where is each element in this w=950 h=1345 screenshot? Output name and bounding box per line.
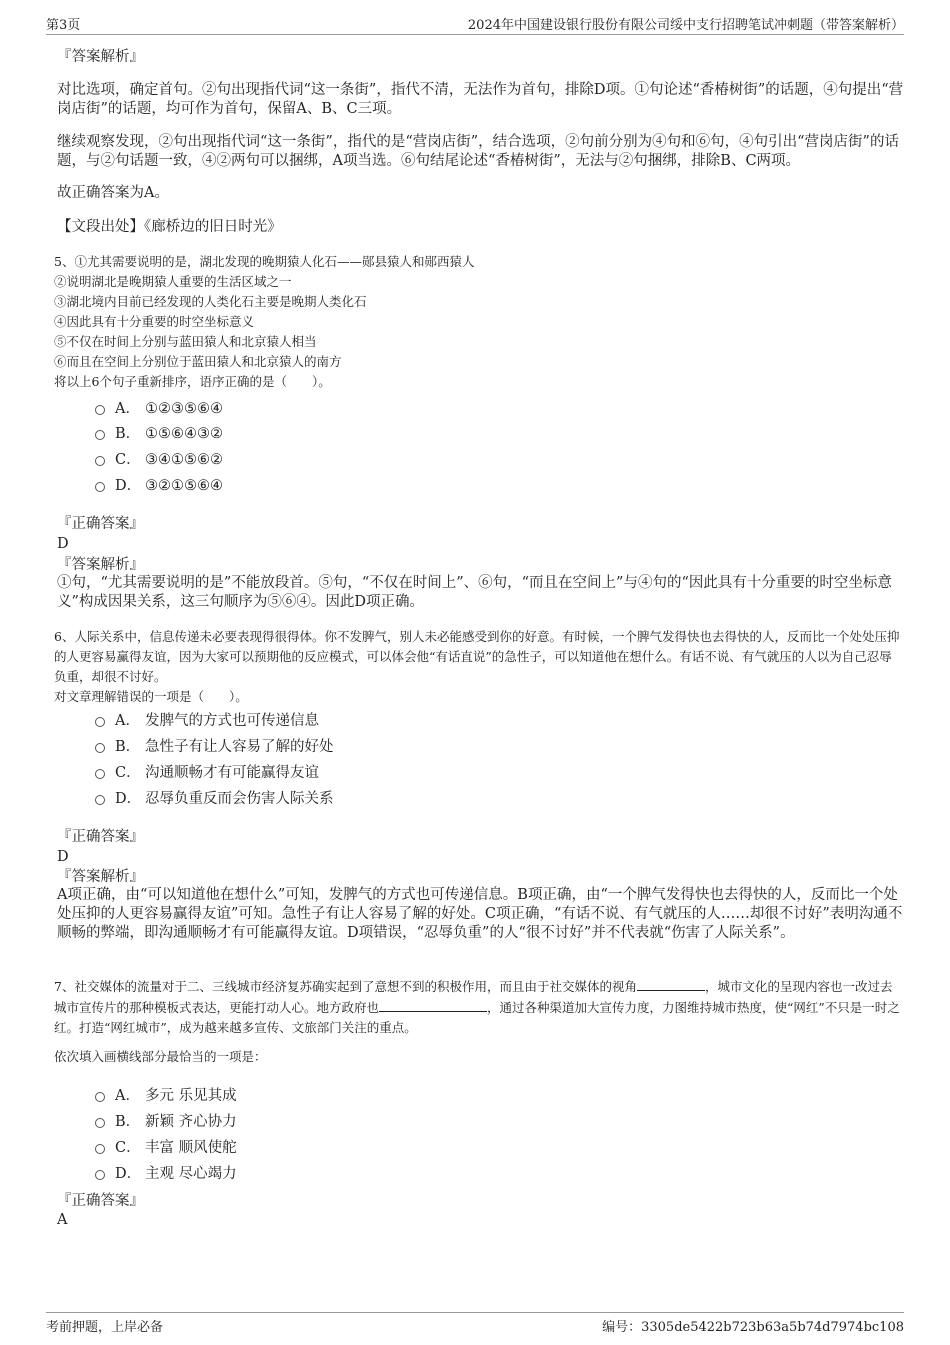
radio-icon[interactable]	[95, 795, 105, 805]
radio-icon[interactable]	[95, 405, 105, 415]
q6-option-b[interactable]: B． 急性子有让人容易了解的好处	[95, 735, 334, 757]
q6-option-c[interactable]: C． 沟通顺畅才有可能赢得友谊	[95, 761, 319, 783]
blank-2[interactable]	[379, 997, 487, 1012]
q6-question: 对文章理解错误的一项是（ ）。	[54, 689, 248, 704]
q5-line-6: ⑥而且在空间上分别位于蓝田猿人和北京猿人的南方	[54, 354, 342, 369]
q6-analysis-label: 『答案解析』	[57, 869, 144, 885]
radio-icon[interactable]	[95, 1092, 105, 1102]
q4-source: 【文段出处】《廊桥边的旧日时光》	[57, 219, 282, 235]
radio-icon[interactable]	[95, 430, 105, 440]
q4-analysis-para1: 对比选项，确定首句。②句出现指代词“这一条街”，指代不清，无法作为首句，排除D项。①句论述“香椿树街”的话题，④句提出“营岗店街”的话题，均可作为首句，保留A、B、C三项。	[57, 82, 904, 117]
q7-answer-label: 『正确答案』	[57, 1193, 144, 1209]
page-number: 第3页	[46, 18, 81, 33]
q7-option-a[interactable]: A． 多元 乐见其成	[95, 1084, 237, 1106]
q6-option-a[interactable]: A． 发脾气的方式也可传递信息	[95, 709, 319, 731]
radio-icon[interactable]	[95, 1170, 105, 1180]
q5-answer-label: 『正确答案』	[57, 516, 144, 532]
radio-icon[interactable]	[95, 482, 105, 492]
q7-answer: A	[57, 1212, 68, 1228]
q5-option-b[interactable]: B． ①⑤⑥④③②	[95, 422, 223, 444]
q7-option-d[interactable]: D． 主观 尽心竭力	[95, 1162, 237, 1184]
radio-icon[interactable]	[95, 769, 105, 779]
q6-option-d[interactable]: D． 忍辱负重反而会伤害人际关系	[95, 787, 334, 809]
radio-icon[interactable]	[95, 1118, 105, 1128]
q4-analysis-para2: 继续观察发现，②句出现指代词“这一条街”，指代的是“营岗店街”，结合选项，②句前分别为④句和⑥句，④句引出“营岗店街”的话题，与②句话题一致，④②两句可以捆绑，A项当选。⑥句结尾论述“香椿树街”，无法与②句捆绑，排除B、C两项。	[57, 134, 899, 169]
radio-icon[interactable]	[95, 717, 105, 727]
q5-line-5: ⑤不仅在时间上分别与蓝田猿人和北京猿人相当	[54, 334, 317, 349]
q7-option-b[interactable]: B． 新颖 齐心协力	[95, 1110, 237, 1132]
q5-line-3: ③湖北境内目前已经发现的人类化石主要是晚期人类化石	[54, 294, 367, 309]
q5-line-1: 5、①尤其需要说明的是，湖北发现的晚期猿人化石——郧县猿人和郧西猿人	[54, 254, 475, 269]
blank-1[interactable]	[637, 976, 705, 991]
q5-option-a[interactable]: A． ①②③⑤⑥④	[95, 397, 223, 419]
q6-stem: 6、人际关系中，信息传递未必要表现得很得体。你不发脾气，别人未必能感受到你的好意。有时候，一个脾气发得快也去得快的人，反而比一个处处压抑的人更容易赢得友谊，因为大家可以预期他的反应模式，可以体会他“有话直说”的急性子，可以知道他在想什么。有话不说、有气就压的人以为自己忍辱负重，却很不讨好。	[54, 629, 900, 684]
radio-icon[interactable]	[95, 456, 105, 466]
document-id: 编号：3305de5422b723b63a5b74d7974bc108	[602, 1320, 904, 1335]
page-footer	[46, 1312, 904, 1336]
radio-icon[interactable]	[95, 743, 105, 753]
q6-analysis: A项正确，由“可以知道他在想什么”可知，发脾气的方式也可传递信息。B项正确，由“一个脾气发得快也去得快的人，反而比一个处处压抑的人更容易赢得友谊”可知。急性子有让人容易了解的好处。C项正确，“有话不说、有气就压的人……却很不讨好”表明沟通不顺畅的弊端，即沟通顺畅才有可能赢得友谊。D项错误，“忍辱负重”的人“很不讨好”并不代表就“伤害了人际关系”。	[57, 887, 903, 941]
radio-icon[interactable]	[95, 1144, 105, 1154]
q5-option-c[interactable]: C． ③④①⑤⑥②	[95, 448, 223, 470]
q7-question: 依次填入画横线部分最恰当的一项是：	[54, 1049, 267, 1064]
q4-analysis-para3: 故正确答案为A。	[57, 185, 169, 201]
q5-line-4: ④因此具有十分重要的时空坐标意义	[54, 314, 255, 329]
q4-analysis-label: 『答案解析』	[57, 49, 144, 65]
q5-analysis-label: 『答案解析』	[57, 557, 144, 573]
q6-answer-label: 『正确答案』	[57, 829, 144, 845]
q7-stem: 7、社交媒体的流量对于二、三线城市经济复苏确实起到了意想不到的积极作用，而且由于社交媒体的视角 ，城市文化的呈现内容也一改过去城市宣传片的那种模板式表达，更能打动人心。地方政府也 ，通过各种渠道加大宣传力度，力图维持城市热度，使“网红”不只是一时之红。打造“网红城市”，成为越来越多宣传、文旅部门关注的重点。	[54, 976, 904, 1038]
footer-slogan: 考前押题，上岸必备	[46, 1320, 164, 1335]
q5-line-2: ②说明湖北是晚期猿人重要的生活区域之一	[54, 274, 292, 289]
q5-analysis: ①句，“尤其需要说明的是”不能放段首。⑤句，“不仅在时间上”、⑥句，“而且在空间上”与④句的“因此具有十分重要的时空坐标意义”构成因果关系，这三句顺序为⑤⑥④。因此D项正确。	[57, 575, 892, 610]
document-title: 2024年中国建设银行股份有限公司绥中支行招聘笔试冲刺题（带答案解析）	[467, 18, 904, 33]
q6-answer: D	[57, 849, 69, 865]
q5-option-d[interactable]: D． ③②①⑤⑥④	[95, 474, 223, 496]
q5-question: 将以上6个句子重新排序，语序正确的是（ ）。	[54, 374, 331, 389]
q7-option-c[interactable]: C． 丰富 顺风使舵	[95, 1136, 237, 1158]
page-header	[46, 14, 904, 35]
q5-answer: D	[57, 536, 69, 552]
